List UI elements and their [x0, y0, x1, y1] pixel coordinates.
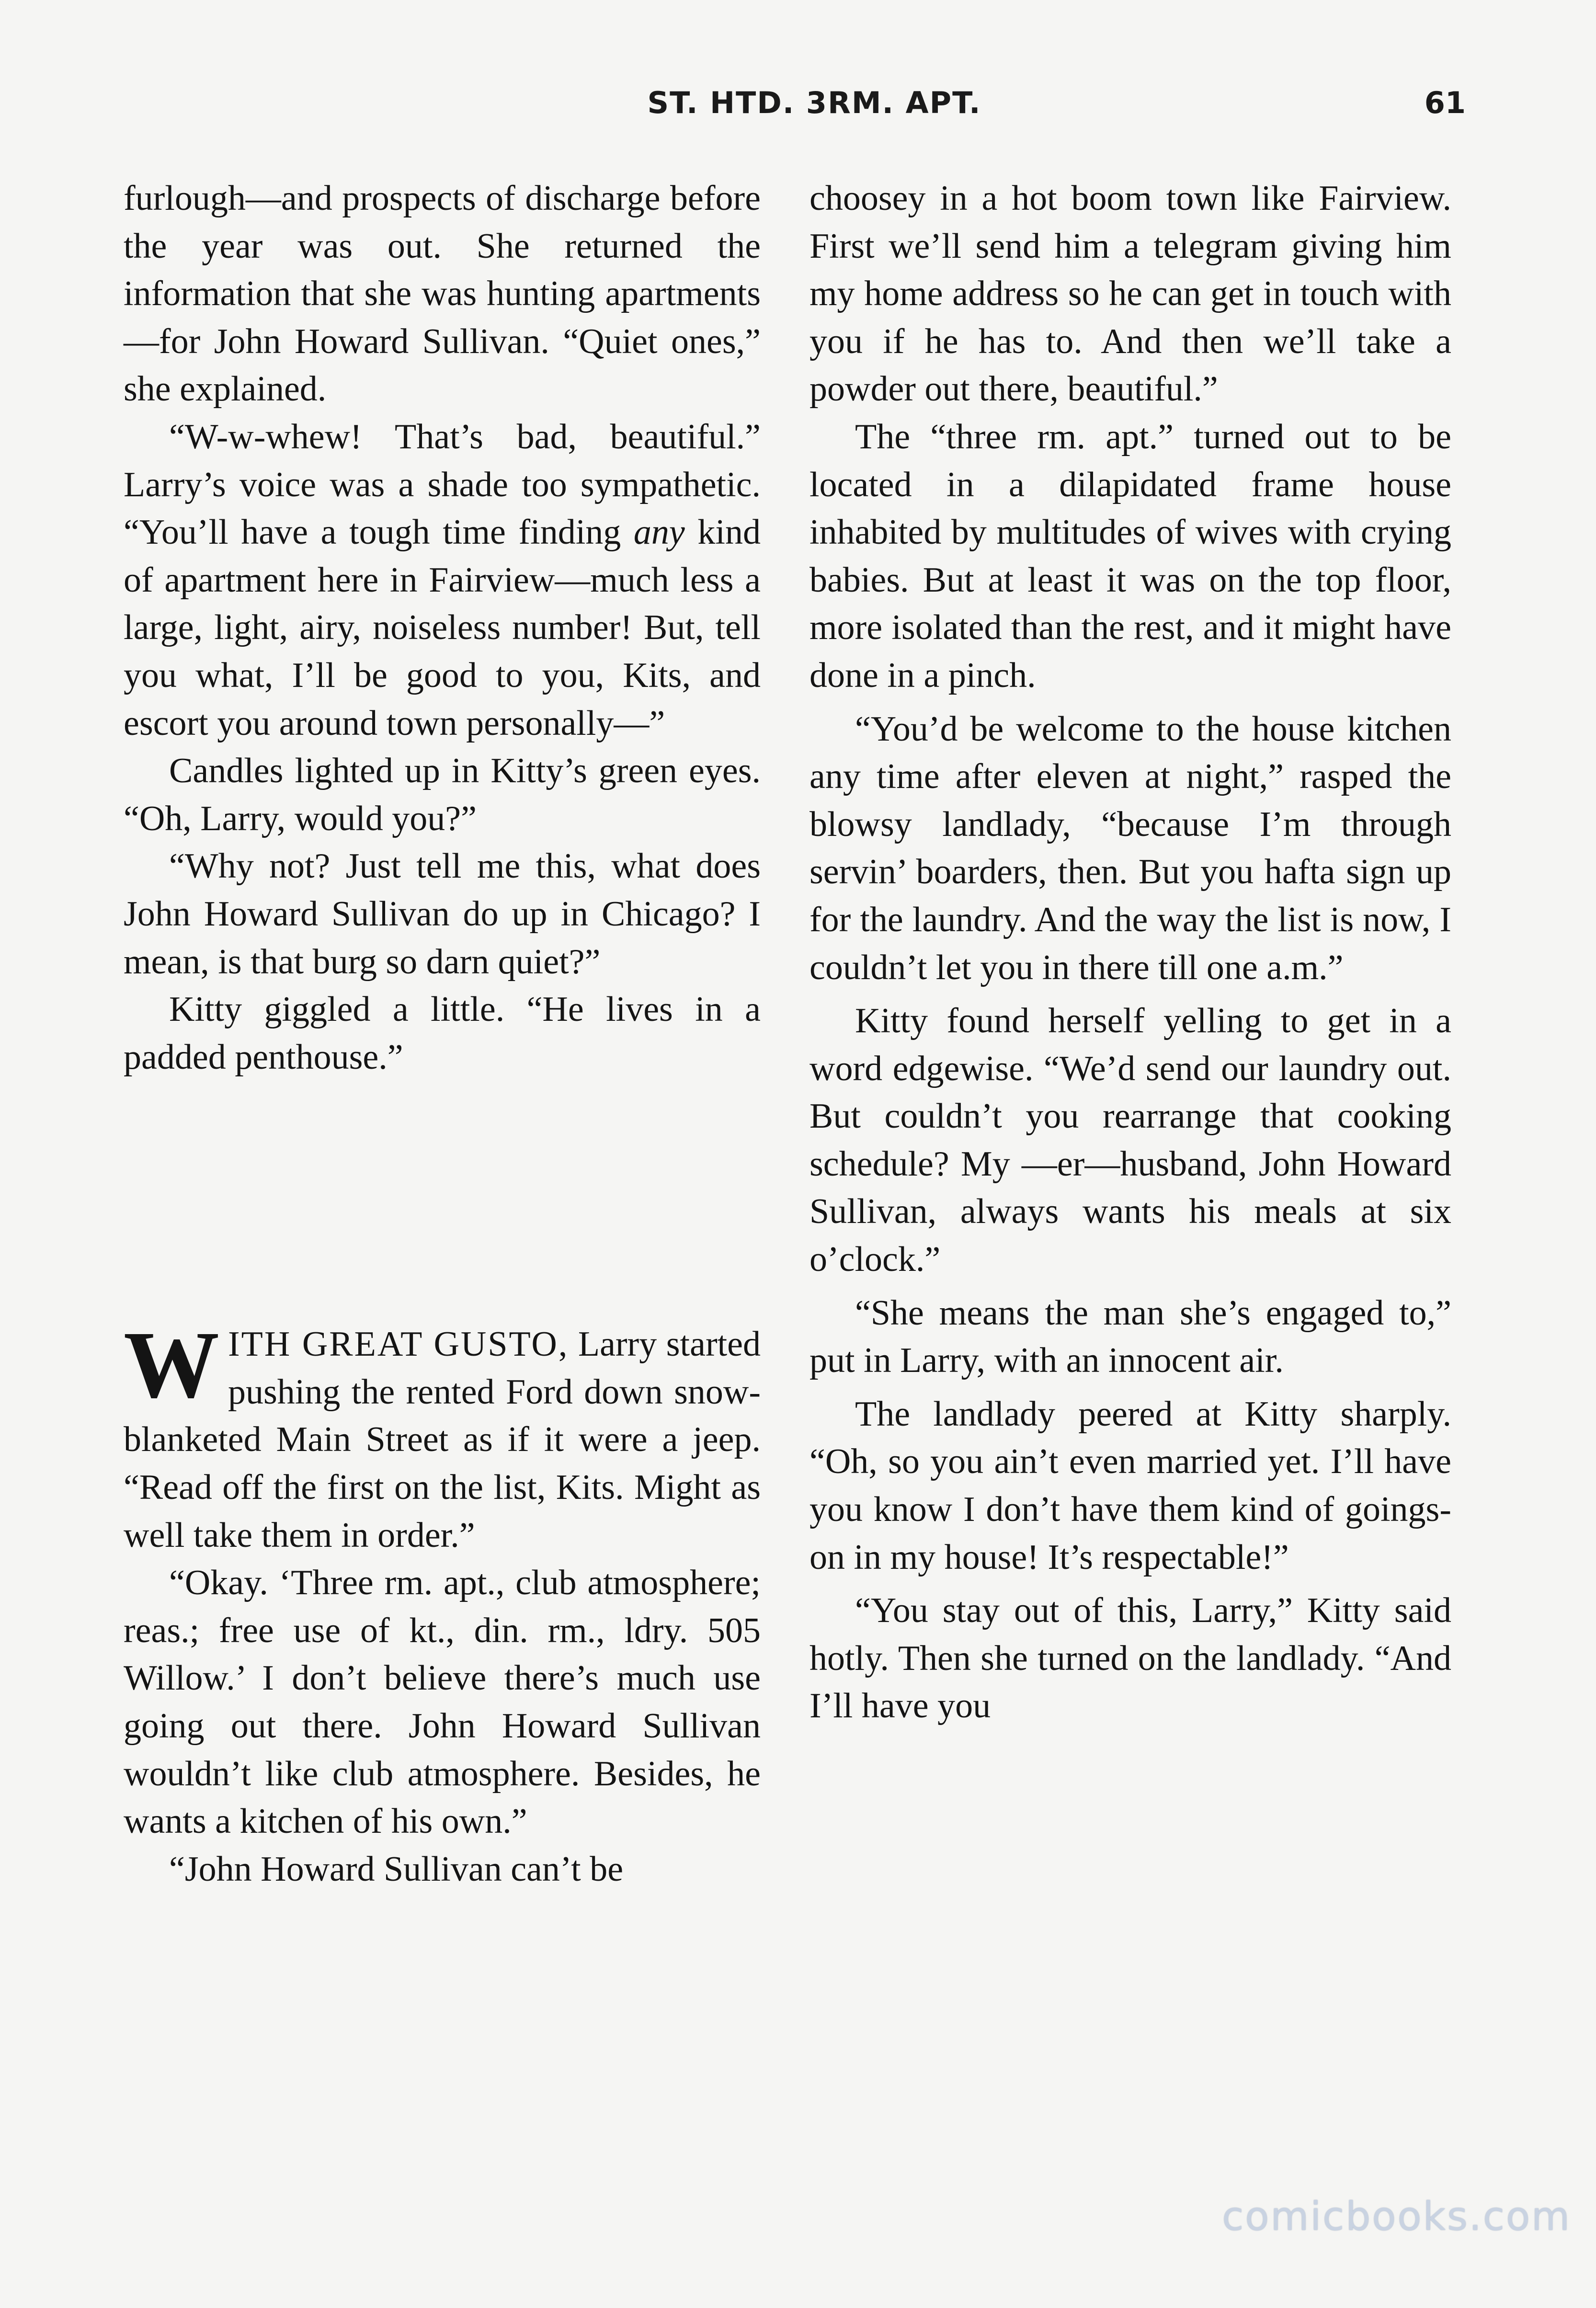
- emphasis-text: any: [633, 513, 685, 552]
- page-number: 61: [1424, 85, 1466, 120]
- paragraph: The landlady peered at Kitty sharply. “Oh, so you ain’t even married yet. I’ll have you know I don’t have them kind of goings-on in my house! It’s respectable!”: [809, 1394, 1451, 1577]
- paragraph: “Why not? Just tell me this, what does John Howard Sullivan do up in Chicago? I mean, is that burg so darn quiet?”: [124, 846, 761, 982]
- right-column: [809, 175, 1451, 1730]
- paragraph: “Okay. ‘Three rm. apt., club atmosphere; reas.; free use of kt., din. rm., ldry. 505 Willow.’ I don’t believe there’s much use going out there. John Howard Sullivan wouldn’t like club atmosphere. Besides, he wants a kitchen of his own.”: [124, 1563, 761, 1841]
- paragraph: Candles lighted up in Kitty’s green eyes. “Oh, Larry, would you?”: [124, 751, 761, 838]
- paragraph: “You’d be welcome to the house kitchen any time after eleven at night,” rasped the blowsy landlady, “because I’m through servin’ boarders, then. But you hafta sign up for the laundry. And the way the list is now, I couldn’t let you in there till one a.m.”: [809, 709, 1451, 987]
- paragraph: “You stay out of this, Larry,” Kitty said hotly. Then she turned on the landlady. “And I’ll have you: [809, 1591, 1451, 1726]
- paragraph: [124, 413, 761, 747]
- running-head: ST. HTD. 3RM. APT.: [647, 85, 981, 120]
- paragraph: furlough—and prospects of discharge before the year was out. She returned the information that she was hunting apartments—for John Howard Sullivan. “Quiet ones,” she explained.: [124, 179, 761, 409]
- paragraph: “John Howard Sullivan can’t be: [169, 1849, 624, 1889]
- watermark: comicbooks.com: [1222, 2194, 1571, 2239]
- small-caps-lead: ITH GREAT GUSTO,: [228, 1325, 569, 1364]
- section-opening-paragraph: [124, 1312, 761, 1559]
- paragraph: “She means the man she’s engaged to,” put in Larry, with an innocent air.: [809, 1293, 1451, 1381]
- paragraph-text: kind of apartment here in Fairview—much less a large, light, airy, noiseless number! But, tell you what, I’ll be good to you, Kits, and escort you around town personally—”: [124, 513, 761, 743]
- paragraph: choosey in a hot boom town like Fairview. First we’ll send him a telegram giving him my home address so he can get in touch with you if he has to. And then we’ll take a powder out there, beautiful.”: [809, 179, 1451, 409]
- paragraph: Kitty giggled a little. “He lives in a padded penthouse.”: [124, 990, 761, 1077]
- paragraph: The “three rm. apt.” turned out to be located in a dilapidated frame house inhabited by multitudes of wives with crying babies. But at least it was on the top floor, more isolated than the rest, and it might have done in a pinch.: [809, 417, 1451, 695]
- paragraph-text: “W-w-whew! That’s bad, beautiful.” Larry’s voice was a shade too sympathetic. “You’ll have a tough time finding: [124, 417, 761, 552]
- drop-cap: W: [124, 1312, 219, 1418]
- left-column: [124, 175, 761, 1893]
- paragraph-text: Larry started pushing the rented Ford down snow-blanketed Main Street as if it were a jeep. “Read off the first on the list, Kits. Might as well take them in order.”: [124, 1325, 761, 1555]
- paragraph: Kitty found herself yelling to get in a word edgewise. “We’d send our laundry out. But couldn’t you rearrange that cooking schedule? My —er—husband, John Howard Sullivan, always wants his meals at six o’clock.”: [809, 1001, 1451, 1280]
